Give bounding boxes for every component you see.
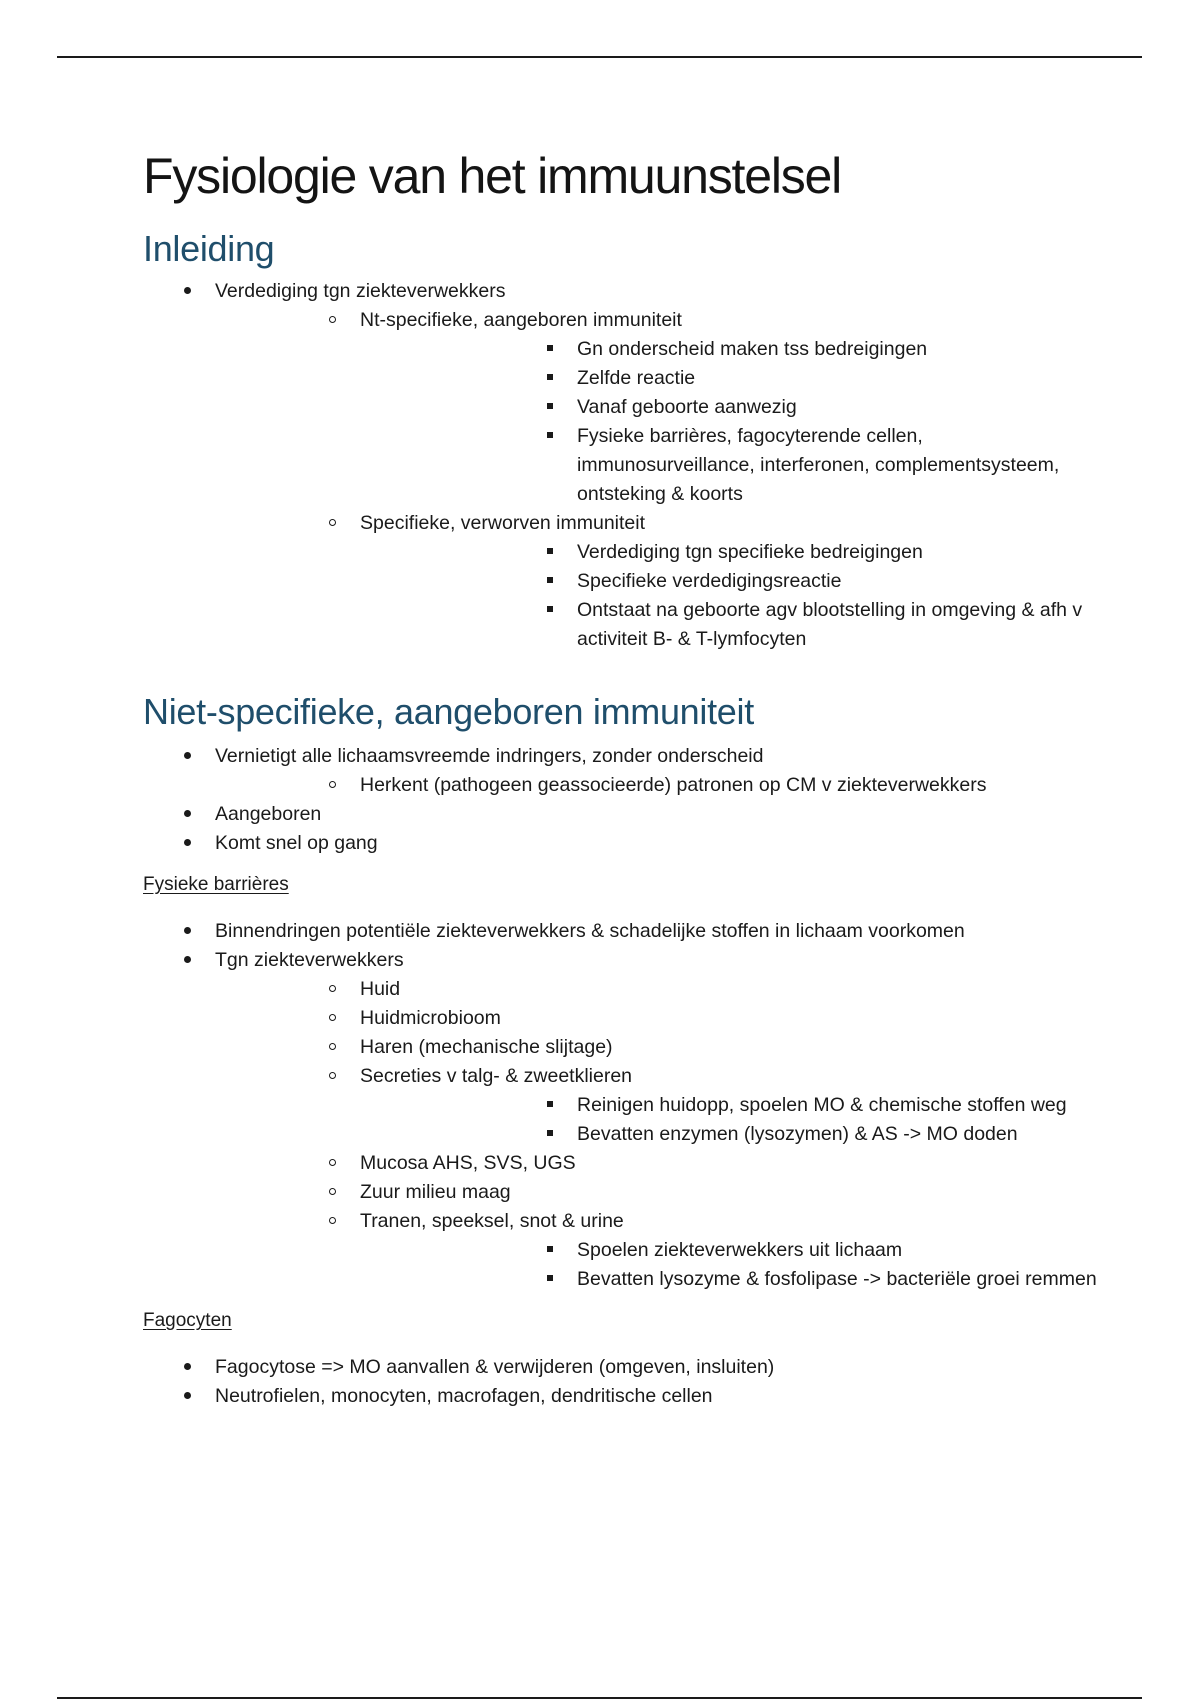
fagocyten-list xyxy=(143,1353,1103,1411)
list-item: Komt snel op gang xyxy=(143,829,1103,858)
niet-specifiek-list xyxy=(143,742,1103,858)
list-item: Reinigen huidopp, spoelen MO & chemische stoffen weg xyxy=(360,1091,1103,1120)
bullet-square-icon xyxy=(540,1091,560,1120)
heading-inleiding: Inleiding xyxy=(143,228,275,269)
document-body xyxy=(143,145,1103,1411)
bullet-square-icon xyxy=(540,335,560,364)
bullet-circle-icon xyxy=(322,975,342,1004)
bullet-dot-icon xyxy=(177,742,197,771)
header-rule xyxy=(57,56,1142,58)
inleiding-list xyxy=(143,277,1103,654)
list-item: Verdediging tgn specifieke bedreigingen xyxy=(360,538,1103,567)
bullet-circle-icon xyxy=(322,1062,342,1091)
list-item: Huid xyxy=(215,975,1103,1004)
bullet-dot-icon xyxy=(177,277,197,306)
nested-list xyxy=(360,1091,1103,1149)
bullet-circle-icon xyxy=(322,1149,342,1178)
bullet-dot-icon xyxy=(177,829,197,858)
list-item: Zuur milieu maag xyxy=(215,1178,1103,1207)
subheading-fysieke-barrieres: Fysieke barrières xyxy=(143,874,289,895)
list-item: Spoelen ziekteverwekkers uit lichaam xyxy=(360,1236,1103,1265)
bullet-circle-icon xyxy=(322,1207,342,1236)
list-item: Bevatten lysozyme & fosfolipase -> bacteriële groei remmen xyxy=(360,1265,1103,1294)
document-title: Fysiologie van het immuunstelsel xyxy=(143,148,842,204)
nested-list xyxy=(360,538,1103,654)
bullet-square-icon xyxy=(540,596,560,625)
list-item: Aangeboren xyxy=(143,800,1103,829)
list-item: Ontstaat na geboorte agv blootstelling in omgeving & afh v activiteit B- & T-lymfocyten xyxy=(360,596,1103,654)
nested-list xyxy=(360,1236,1103,1294)
list-item: Vernietigt alle lichaamsvreemde indringers, zonder onderscheid Herkent (pathogeen geassocieerde) patronen op CM v ziekteverwekkers xyxy=(143,742,1103,800)
bullet-square-icon xyxy=(540,364,560,393)
fysieke-barrieres-list xyxy=(143,917,1103,1294)
bullet-dot-icon xyxy=(177,1353,197,1382)
list-item: Mucosa AHS, SVS, UGS xyxy=(215,1149,1103,1178)
nested-list xyxy=(360,335,1103,509)
list-item: Zelfde reactie xyxy=(360,364,1103,393)
list-item: Herkent (pathogeen geassocieerde) patronen op CM v ziekteverwekkers xyxy=(215,771,1103,800)
list-item: Neutrofielen, monocyten, macrofagen, dendritische cellen xyxy=(143,1382,1103,1411)
list-item: Vanaf geboorte aanwezig xyxy=(360,393,1103,422)
bullet-square-icon xyxy=(540,567,560,596)
footer-rule xyxy=(57,1697,1142,1699)
list-item: Bevatten enzymen (lysozymen) & AS -> MO doden xyxy=(360,1120,1103,1149)
bullet-dot-icon xyxy=(177,800,197,829)
bullet-square-icon xyxy=(540,538,560,567)
bullet-circle-icon xyxy=(322,1033,342,1062)
bullet-circle-icon xyxy=(322,306,342,335)
bullet-circle-icon xyxy=(322,1004,342,1033)
heading-niet-specifiek: Niet-specifieke, aangeboren immuniteit xyxy=(143,691,754,732)
bullet-square-icon xyxy=(540,1120,560,1149)
bullet-dot-icon xyxy=(177,1382,197,1411)
list-item: Specifieke, verworven immuniteit Verdediging tgn specifieke bedreigingen Specifieke verdedigingsreactie Ontstaat na geboorte agv blootstelling in omgeving & afh v activiteit B- & T-lymfocyten xyxy=(215,509,1103,654)
bullet-square-icon xyxy=(540,393,560,422)
nested-list xyxy=(215,771,1103,800)
list-item: Fagocytose => MO aanvallen & verwijderen (omgeven, insluiten) xyxy=(143,1353,1103,1382)
list-item: Binnendringen potentiële ziekteverwekkers & schadelijke stoffen in lichaam voorkomen xyxy=(143,917,1103,946)
list-item: Nt-specifieke, aangeboren immuniteit Gn onderscheid maken tss bedreigingen Zelfde reactie Vanaf geboorte aanwezig Fysieke barrières, fagocyterende cellen, immunosurveillance, interferonen, complementsysteem, ontsteking & koorts xyxy=(215,306,1103,509)
bullet-circle-icon xyxy=(322,771,342,800)
list-item: Verdediging tgn ziekteverwekkers Nt-specifieke, aangeboren immuniteit Gn onderscheid maken tss bedreigingen Zelfde reactie Vanaf geboorte aanwezig Fysieke barrières, fagocyterende cellen, immunosurveillance, interferonen, complementsysteem, ontsteking & koorts Specifieke, verworven immuniteit Verdediging tgn specifieke bedreigingen Specifieke verdedigingsreactie Ontstaat na geboorte agv blootstelling in omgeving & afh v activiteit B- & T-lymfocyten xyxy=(143,277,1103,654)
bullet-circle-icon xyxy=(322,1178,342,1207)
bullet-dot-icon xyxy=(177,917,197,946)
list-item: Huidmicrobioom xyxy=(215,1004,1103,1033)
subheading-fagocyten: Fagocyten xyxy=(143,1310,232,1331)
list-item: Gn onderscheid maken tss bedreigingen xyxy=(360,335,1103,364)
nested-list xyxy=(215,975,1103,1294)
list-item: Secreties v talg- & zweetklieren Reinigen huidopp, spoelen MO & chemische stoffen weg Bevatten enzymen (lysozymen) & AS -> MO doden xyxy=(215,1062,1103,1149)
bullet-square-icon xyxy=(540,1265,560,1294)
list-item: Haren (mechanische slijtage) xyxy=(215,1033,1103,1062)
bullet-dot-icon xyxy=(177,946,197,975)
bullet-square-icon xyxy=(540,1236,560,1265)
nested-list xyxy=(215,306,1103,654)
bullet-square-icon xyxy=(540,422,560,451)
list-item: Tgn ziekteverwekkers Huid Huidmicrobioom Haren (mechanische slijtage) Secreties v talg- & zweetklieren Reinigen huidopp, spoelen MO & chemische stoffen weg Bevatten enzymen (lysozymen) & AS -> MO doden Mucosa AHS, SVS, UGS Zuur milieu maag Tranen, speeksel, snot & urine Spoelen ziekteverwekkers uit lichaam Bevatten lysozyme & fosfolipase -> bacteriële groei remmen xyxy=(143,946,1103,1294)
list-item: Fysieke barrières, fagocyterende cellen, immunosurveillance, interferonen, complementsysteem, ontsteking & koorts xyxy=(360,422,1103,509)
bullet-circle-icon xyxy=(322,509,342,538)
list-item: Specifieke verdedigingsreactie xyxy=(360,567,1103,596)
list-item: Tranen, speeksel, snot & urine Spoelen ziekteverwekkers uit lichaam Bevatten lysozyme & fosfolipase -> bacteriële groei remmen xyxy=(215,1207,1103,1294)
